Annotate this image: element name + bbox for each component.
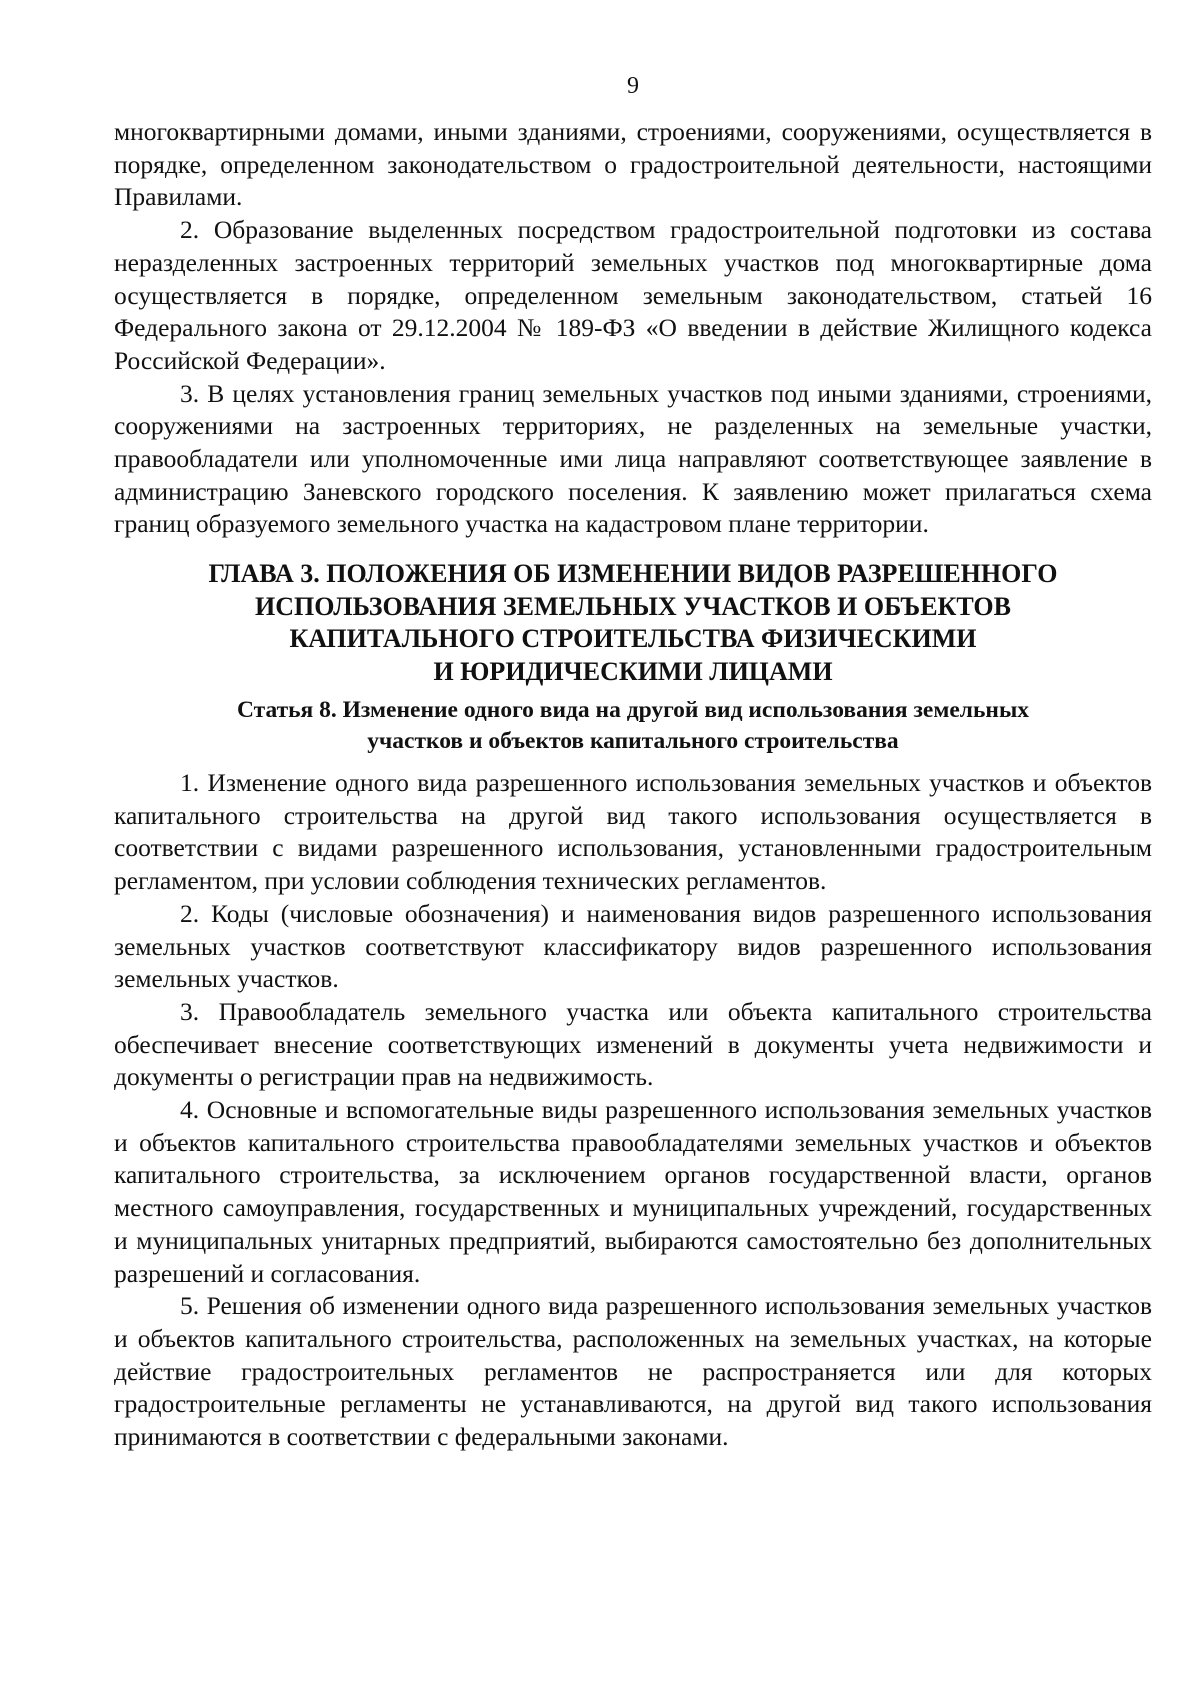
chapter-title-line-1: ГЛАВА 3. ПОЛОЖЕНИЯ ОБ ИЗМЕНЕНИИ ВИДОВ РАЗРЕШЕННОГО — [208, 559, 1058, 588]
chapter-title-line-3: КАПИТАЛЬНОГО СТРОИТЕЛЬСТВА ФИЗИЧЕСКИМИ — [289, 624, 977, 653]
article-item-2-paragraph: 2. Коды (числовые обозначения) и наименования видов разрешенного использования земельных участков соответствуют классификатору видов разрешенного использования земельных участков. — [114, 898, 1152, 994]
page-number: 9 — [627, 73, 639, 99]
chapter-title-line-4: И ЮРИДИЧЕСКИМИ ЛИЦАМИ — [433, 656, 833, 686]
article-item-4-paragraph: 4. Основные и вспомогательные виды разрешенного использования земельных участков и объектов капитального строительства правообладателями земельных участков и объектов капитального строительства, за исключением органов государственной власти, органов местного самоуправления, государственных и муниципальных учреждений, государственных и муниципальных унитарных предприятий, выбираются самостоятельно без дополнительных разрешений и согласования. — [114, 1095, 1152, 1288]
article-item-5-paragraph: 5. Решения об изменении одного вида разрешенного использования земельных участков и объектов капитального строительства, расположенных на земельных участках, на которые действие градостроительных регламентов не распространяется или для которых градостроительные регламенты не устанавливаются, на другой вид такого использования принимаются в соответствии с федеральными законами. — [114, 1291, 1152, 1452]
intro-continuation-paragraph: многоквартирными домами, иными зданиями, строениями, сооружениями, осуществляется в порядке, определенном законодательством о градостроительной деятельности, настоящими Правилами. — [114, 117, 1152, 212]
intro-section — [114, 116, 1152, 541]
article-item-3-paragraph: 3. Правообладатель земельного участка или объекта капитального строительства обеспечивает внесение соответствующих изменений в документы учета недвижимости и документы о регистрации прав на недвижимость. — [114, 996, 1152, 1092]
article-title-line-1: Статья 8. Изменение одного вида на другой вид использования земельных — [236, 697, 1030, 723]
intro-item-2-paragraph: 2. Образование выделенных посредством градостроительной подготовки из состава неразделенных застроенных территорий земельных участков под многоквартирные дома осуществляется в порядке, определенном земельным законодательством, статьей 16 Федерального закона от 29.12.2004 № 189-ФЗ «О введении в действие Жилищного кодекса Российской Федерации». — [114, 215, 1152, 375]
article-title — [114, 695, 1152, 757]
intro-item-3-paragraph: 3. В целях установления границ земельных участков под иными зданиями, строениями, сооружениями на застроенных территориях, не разделенных на земельные участки, правообладатели или уполномоченные ими лица направляют соответствующее заявление в администрацию Заневского городского поселения. К заявлению может прилагаться схема границ образуемого земельного участка на кадастровом плане территории. — [114, 378, 1152, 539]
article-body — [114, 767, 1152, 1454]
chapter-title — [114, 558, 1152, 688]
article-item-1-paragraph: 1. Изменение одного вида разрешенного использования земельных участков и объектов капитального строительства на другой вид такого использования осуществляется в соответствии с видами разрешенного использования, установленными градостроительным регламентом, при условии соблюдения технических регламентов. — [114, 768, 1152, 896]
chapter-title-line-2: ИСПОЛЬЗОВАНИЯ ЗЕМЕЛЬНЫХ УЧАСТКОВ И ОБЪЕКТОВ — [255, 591, 1011, 621]
article-title-line-2: участков и объектов капитального строительства — [367, 728, 899, 754]
